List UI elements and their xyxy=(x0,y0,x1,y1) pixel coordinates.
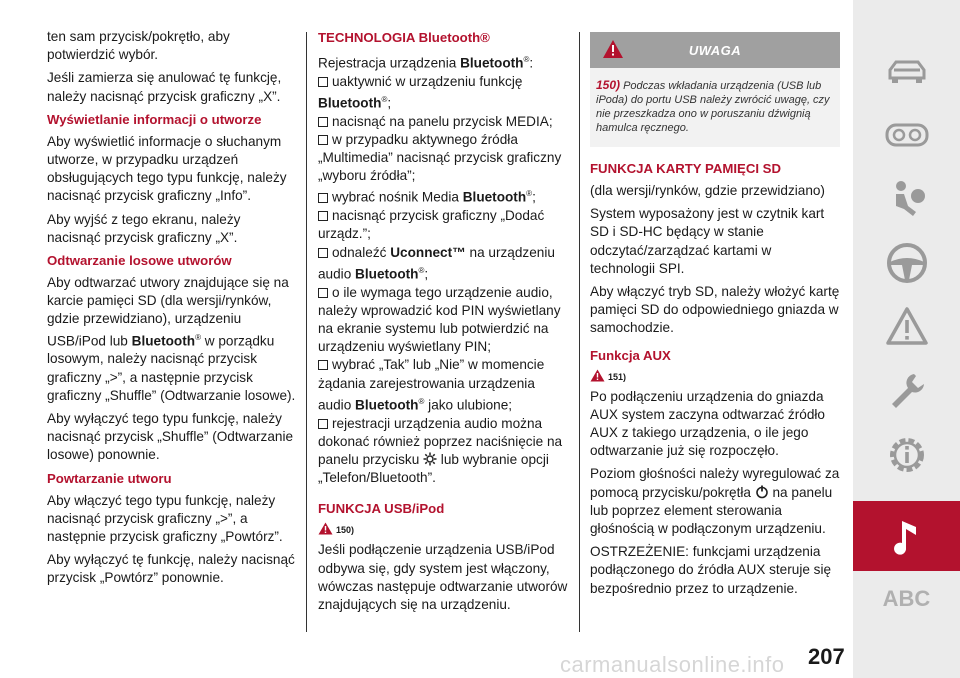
checkbox-icon xyxy=(318,211,328,221)
paragraph: Poziom głośności należy wyregulować za pomocą przycisku/pokrętła na panelu lub poprzez element sterowania głośnością w podłączonym urządzeniu. xyxy=(590,466,840,537)
section-heading: FUNKCJA USB/iPod xyxy=(318,501,445,517)
list-item: nacisnąć przycisk graficzny „Dodać urządz.”; xyxy=(318,208,545,242)
sidebar-tab-driving[interactable] xyxy=(853,228,960,298)
page-number: 207 xyxy=(808,644,845,669)
paragraph: Po podłączeniu urządzenia do gniazda AUX system zaczyna odtwarzać źródło AUX z takiego urządzenia, o ile jego odtwarzanie już się rozpoczęło. xyxy=(590,388,825,459)
warning-icon xyxy=(590,369,605,382)
list-item: wybrać „Tak” lub „Nie” w momencie żądania zarejestrowania urządzenia audio Bluetooth® jako ulubione; xyxy=(318,357,545,413)
sidebar-tab-car[interactable] xyxy=(853,36,960,106)
column-divider-2 xyxy=(579,32,580,632)
warning-text: 150) Podczas wkładania urządzenia (USB lub iPoda) do portu USB należy zwrócić uwagę, czy nie przeszkadza ono w poruszaniu dźwignią hamulca ręcznego. xyxy=(596,78,830,134)
wrench-icon xyxy=(884,368,930,414)
list-item: nacisnąć na panelu przycisk MEDIA; xyxy=(318,113,568,131)
warning-box xyxy=(590,32,840,147)
checkbox-icon xyxy=(318,360,328,370)
list-item: wybrać nośnik Media Bluetooth®; xyxy=(318,185,568,207)
gear-info-icon xyxy=(884,432,930,478)
checkbox-icon xyxy=(318,77,328,87)
dashboard-icon xyxy=(884,112,930,158)
power-knob-icon xyxy=(755,485,769,499)
watermark: carmanualsonline.info xyxy=(560,652,785,677)
checkbox-icon xyxy=(318,248,328,258)
paragraph: Aby odtwarzać utwory znajdujące się na karcie pamięci SD (dla wersji/rynków, gdzie przewidziano), urządzeniu USB/iPod lub Bluetooth® w porządku losowym, należy nacisnąć przycisk graficzny „>”, a następnie przycisk graficzny „Shuffle” (Odtwarzanie losowe). xyxy=(47,275,296,403)
sidebar-tab-maintenance[interactable] xyxy=(853,356,960,426)
section-heading: Powtarzanie utworu xyxy=(47,470,172,486)
sidebar-tab-multimedia[interactable] xyxy=(853,501,960,571)
section-heading: Odtwarzanie losowe utworów xyxy=(47,253,232,269)
paragraph: Aby wyjść z tego ekranu, należy nacisnąć przycisk graficzny „X”. xyxy=(47,211,241,245)
paragraph: Aby włączyć tryb SD, należy włożyć kartę pamięci SD do odpowiedniego gniazda w samochodzie. xyxy=(590,284,840,336)
warning-icon xyxy=(884,304,930,350)
column-divider-1 xyxy=(306,32,307,632)
phone-settings-icon xyxy=(423,452,437,466)
warning-icon xyxy=(318,522,333,535)
car-icon xyxy=(884,48,930,94)
paragraph: Rejestracja urządzenia Bluetooth®: xyxy=(318,55,534,71)
warning-reference: 151) xyxy=(590,369,840,382)
list-item: rejestracji urządzenia audio można dokonać również poprzez naciśnięcie na panelu przycisku lub wybranie opcji „Telefon/Bluetooth”. xyxy=(318,415,563,486)
paragraph: ten sam przycisk/pokrętło, aby potwierdzić wybór. xyxy=(47,29,230,63)
section-heading: TECHNOLOGIA Bluetooth® xyxy=(318,30,490,45)
sidebar-tab-technical[interactable] xyxy=(853,420,960,490)
airbag-icon xyxy=(884,176,930,222)
list-item: w przypadku aktywnego źródła „Multimedia” nacisnąć przycisk graficzny „wyboru źródła”; xyxy=(318,131,562,184)
warning-icon xyxy=(602,39,624,59)
sidebar-tab-index[interactable] xyxy=(853,564,960,634)
warning-title: UWAGA xyxy=(688,42,742,58)
section-heading: Wyświetlanie informacji o utworze xyxy=(47,111,262,127)
paragraph: Aby wyświetlić informacje o słuchanym utworze, w przypadku urządzeń obsługujących tego typu funkcję, należy nacisnąć przycisk graficzny „Info”. xyxy=(47,133,287,204)
paragraph: (dla wersji/rynków, gdzie przewidziano) xyxy=(590,183,825,198)
chapter-sidebar xyxy=(853,0,960,678)
paragraph: OSTRZEŻENIE: funkcjami urządzenia podłączonego do źródła AUX steruje się bezpośrednio przez to urządzenie. xyxy=(590,544,832,596)
music-note-icon xyxy=(884,513,930,559)
column-1 xyxy=(47,28,297,593)
checkbox-icon xyxy=(318,135,328,145)
checkbox-icon xyxy=(318,419,328,429)
warning-reference: 150) xyxy=(318,522,568,535)
section-heading: FUNKCJA KARTY PAMIĘCI SD xyxy=(590,161,781,176)
checkbox-icon xyxy=(318,117,328,127)
paragraph: Jeśli podłączenie urządzenia USB/iPod odbywa się, gdy system jest włączony, wówczas następuje odtwarzanie utworów znajdujących się na urządzeniu. xyxy=(318,542,568,612)
paragraph: Aby wyłączyć tego typu funkcję, należy nacisnąć przycisk „Shuffle” (Odtwarzanie losowe) ponownie. xyxy=(47,410,294,463)
paragraph: System wyposażony jest w czytnik kart SD i SD-HC będący w stanie odczytać/zarządzać kartami w technologii SPI. xyxy=(590,206,825,276)
index-label: ABC xyxy=(882,586,931,611)
paragraph: Aby wyłączyć tę funkcję, należy nacisnąć przycisk „Powtórz” ponownie. xyxy=(47,552,295,586)
checkbox-icon xyxy=(318,193,328,203)
section-heading: Funkcja AUX xyxy=(590,347,671,363)
list-item: odnaleźć Uconnect™ na urządzeniu audio Bluetooth®; xyxy=(318,244,555,282)
column-2 xyxy=(318,28,568,619)
sidebar-tab-safety[interactable] xyxy=(853,164,960,234)
sidebar-tab-dashboard[interactable] xyxy=(853,100,960,170)
steering-wheel-icon xyxy=(884,240,930,286)
paragraph: Jeśli zamierza się anulować tę funkcję, należy nacisnąć przycisk graficzny „X”. xyxy=(47,70,282,104)
list-item: o ile wymaga tego urządzenie audio, należy wprowadzić kod PIN wyświetlany na ekranie systemu lub potwierdzić na urządzeniu wyświetlany PIN; xyxy=(318,284,561,355)
sidebar-tab-warnings[interactable] xyxy=(853,292,960,362)
checkbox-icon xyxy=(318,288,328,298)
warning-box-header xyxy=(590,32,840,68)
column-3 xyxy=(590,28,840,603)
list-item: uaktywnić w urządzeniu funkcję Bluetooth®; xyxy=(318,73,523,111)
paragraph: Aby włączyć tego typu funkcję, należy nacisnąć przycisk graficzny „>”, a następnie przycisk graficzny „Powtórz”. xyxy=(47,492,283,544)
